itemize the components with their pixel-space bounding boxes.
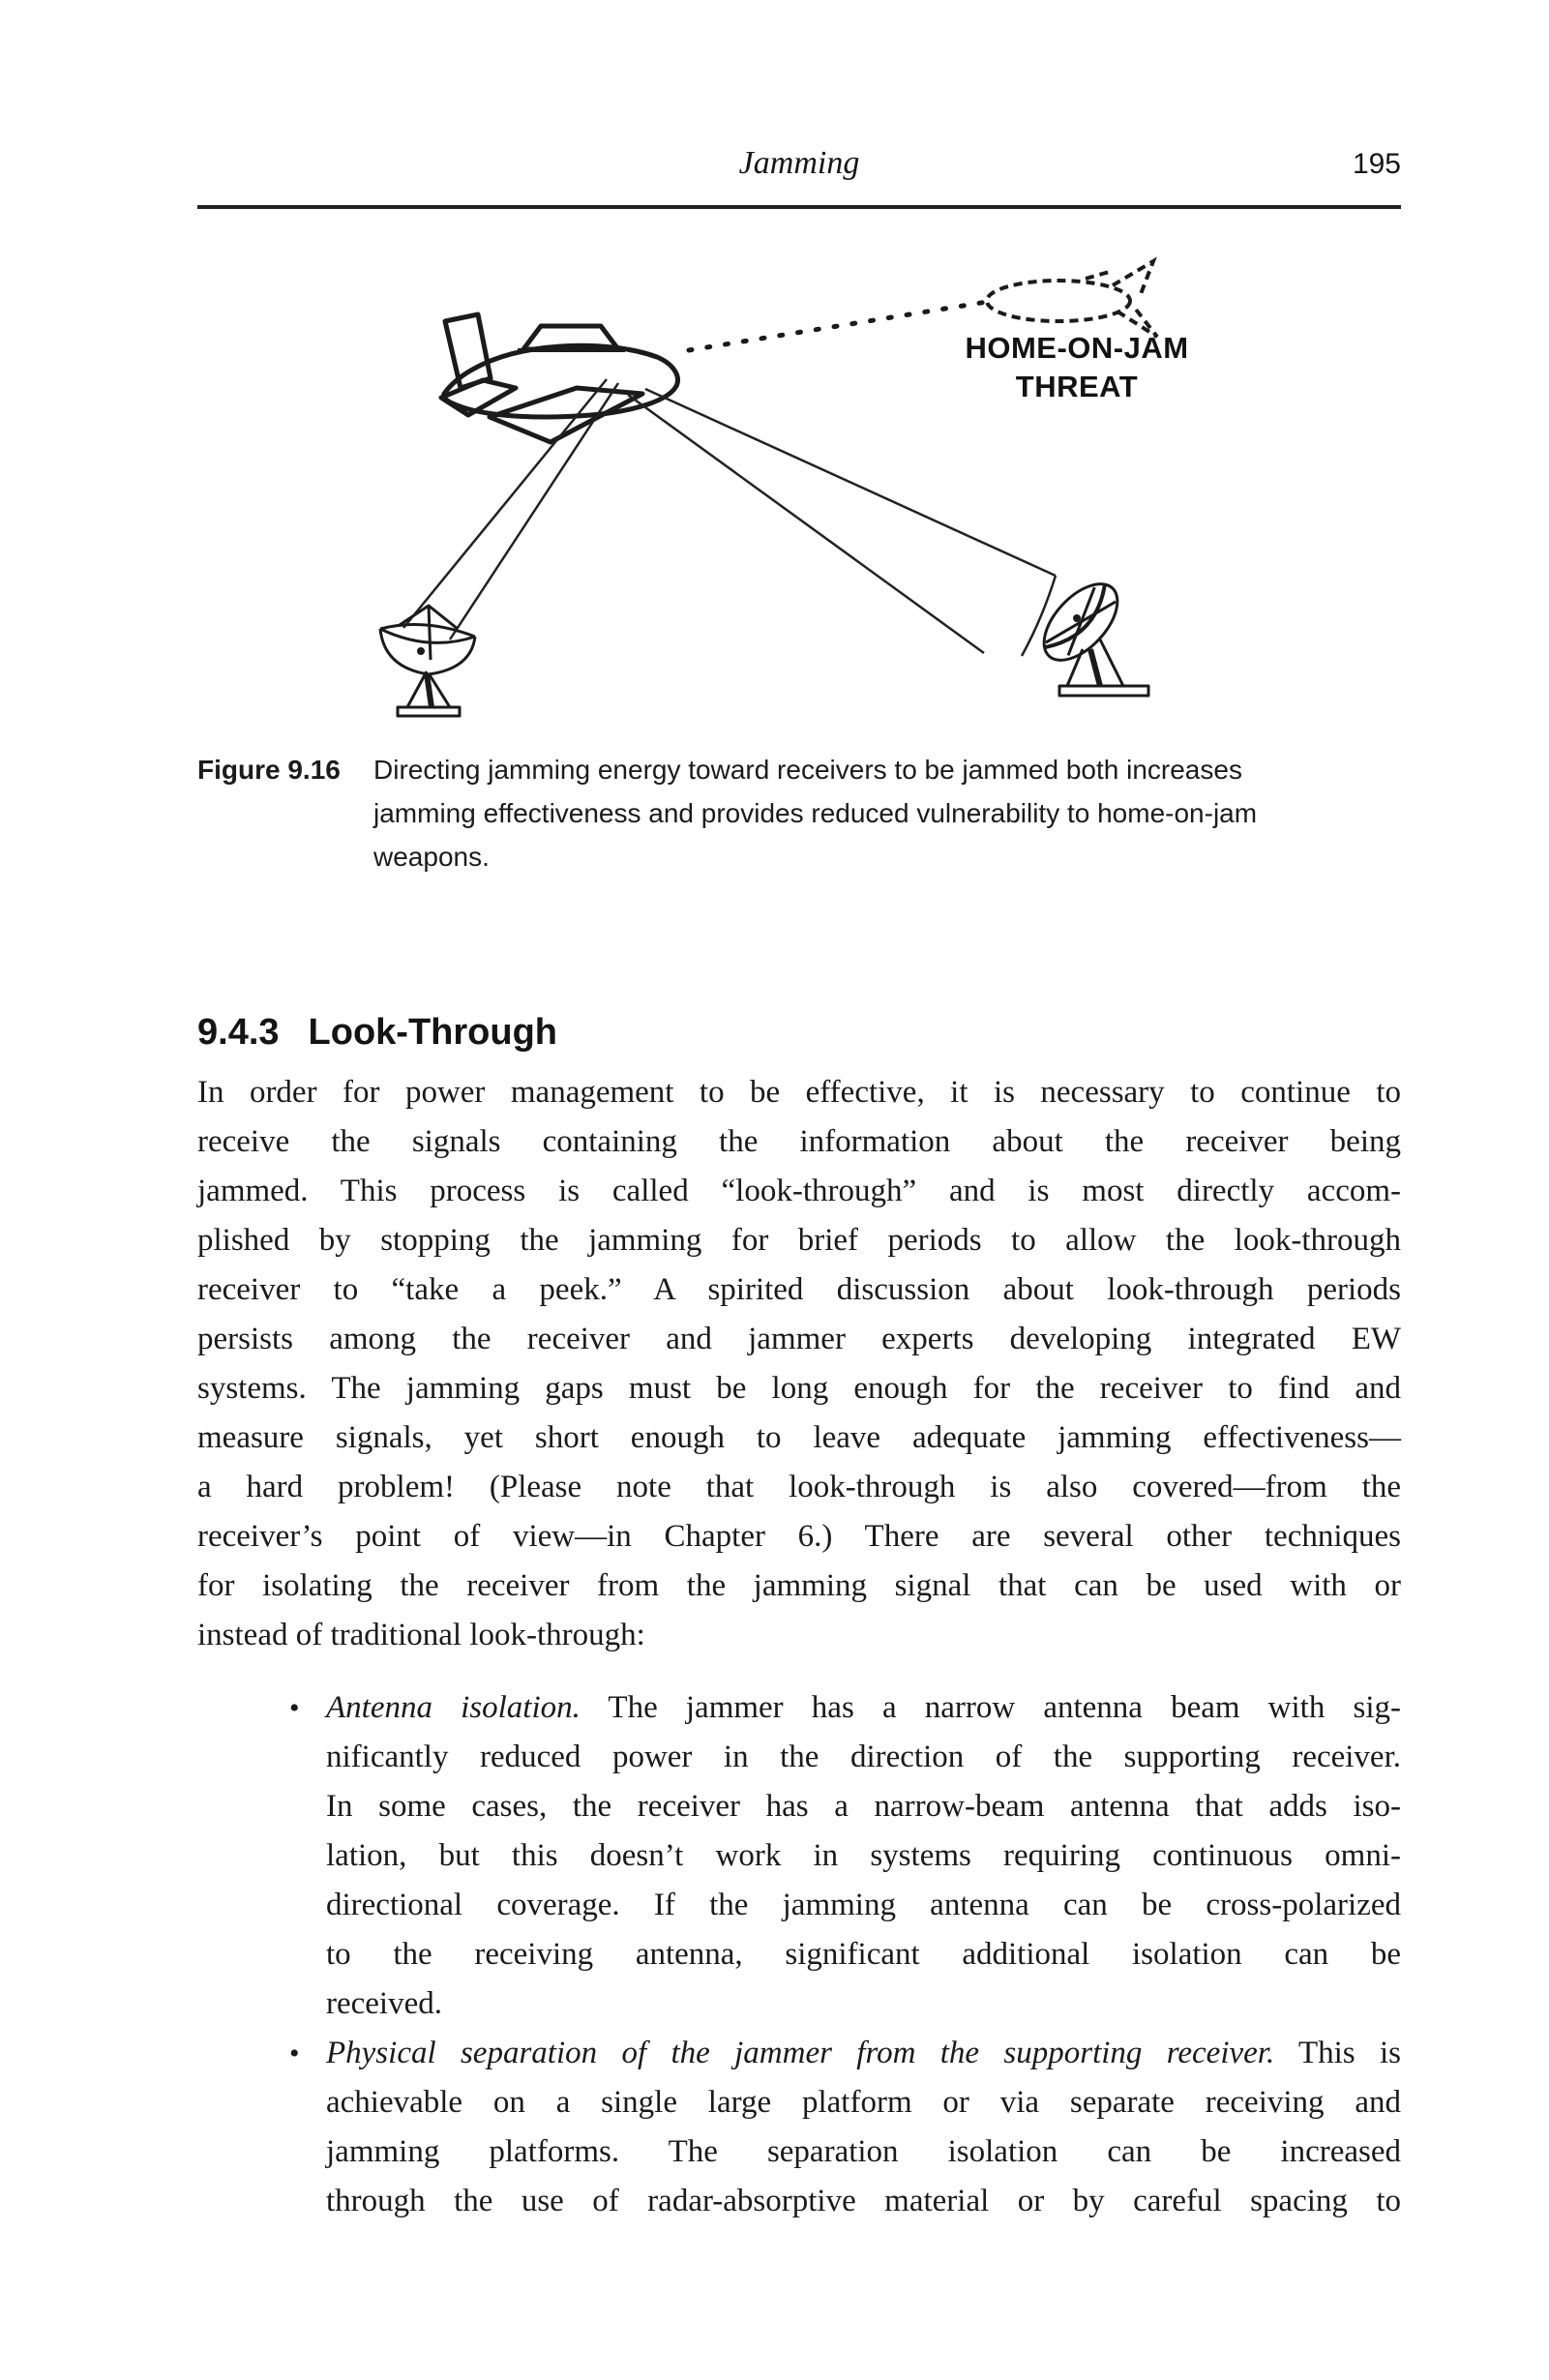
aircraft-icon (441, 314, 677, 442)
text-line: systems. The jamming gaps must be long enough for the receiver to find and (197, 1371, 1401, 1406)
jamming-beam-left (403, 379, 618, 640)
dish-antenna-right-icon (1030, 571, 1148, 696)
figure-caption-label: Figure 9.16 (197, 755, 341, 785)
text-line: to the receiving antenna, significant additional isolation can be (326, 1937, 1401, 1972)
bullet-first-line-rest: This is (1274, 2036, 1401, 2070)
text-line: lation, but this doesn’t work in systems requiring continuous omni- (326, 1838, 1401, 1873)
bullet-item-antenna-isolation (197, 1683, 1401, 2029)
threat-label-line1: HOME-ON-JAM (965, 331, 1189, 365)
bullet-list (197, 1683, 1401, 2226)
text-line: through the use of radar-absorptive material or by careful spacing to (326, 2184, 1401, 2218)
text-line: directional coverage. If the jamming antenna can be cross-polarized (326, 1888, 1401, 1922)
text-line (326, 1683, 1401, 1733)
text-line: received. (326, 1986, 442, 2021)
bullet-first-line-rest: The jammer has a narrow antenna beam with sig- (580, 1690, 1401, 1725)
text-line: Directing jamming energy toward receivers to be jammed both increases (373, 755, 1242, 785)
text-line: instead of traditional look-through: (197, 1618, 645, 1652)
bullet-body-lines (326, 1733, 1401, 2029)
text-line: nificantly reduced power in the direction of the supporting receiver. (326, 1740, 1401, 1774)
missile-icon (987, 261, 1157, 337)
running-header (197, 145, 1401, 193)
bullet-marker: • (289, 1692, 300, 1724)
text-line: In order for power management to be effective, it is necessary to continue to (197, 1075, 1401, 1110)
figure-9-16-graphic (368, 250, 1219, 733)
section-number: 9.4.3 (197, 1012, 280, 1053)
text-line (326, 2029, 1401, 2078)
running-title: Jamming (738, 145, 860, 181)
text-line: a hard problem! (Please note that look-through is also covered—from the (197, 1470, 1401, 1504)
threat-label-line2: THREAT (1015, 370, 1139, 403)
text-line: jamming effectiveness and provides reduced vulnerability to home-on-jam (373, 798, 1258, 828)
figure-caption-text (373, 748, 1407, 878)
header-rule (197, 205, 1401, 209)
text-line: receive the signals containing the information about the receiver being (197, 1124, 1401, 1159)
text-line: receiver’s point of view—in Chapter 6.) There are several other techniques (197, 1519, 1401, 1554)
text-line: jamming platforms. The separation isolation can be increased (326, 2134, 1401, 2169)
text-line: receiver to “take a peek.” A spirited discussion about look-through periods (197, 1272, 1401, 1307)
text-line: plished by stopping the jamming for brief periods to allow the look-through (197, 1223, 1401, 1258)
bullet-marker: • (289, 2038, 300, 2069)
text-line: measure signals, yet short enough to leave adequate jamming effectiveness— (197, 1420, 1401, 1455)
text-line: persists among the receiver and jammer experts developing integrated EW (197, 1322, 1401, 1356)
page-number: 195 (1352, 148, 1401, 180)
dotted-track-line (689, 302, 987, 350)
section-heading (197, 1012, 557, 1054)
text-line: weapons. (373, 842, 490, 872)
text-line: In some cases, the receiver has a narrow-beam antenna that adds iso- (326, 1789, 1401, 1824)
body-paragraph (197, 1068, 1401, 1660)
bullet-lead-italic: Physical separation of the jammer from the supporting receiver. (326, 2036, 1275, 2070)
text-line: for isolating the receiver from the jamming signal that can be used with or (197, 1568, 1401, 1603)
text-line: achievable on a single large platform or via separate receiving and (326, 2085, 1401, 2120)
figure-caption (197, 748, 1407, 878)
bullet-body-lines (326, 2078, 1401, 2226)
bullet-item-physical-separation (197, 2029, 1401, 2226)
jamming-beam-right (628, 389, 1056, 656)
bullet-lead-italic: Antenna isolation. (326, 1690, 581, 1725)
section-title: Look-Through (308, 1012, 558, 1053)
text-line: jammed. This process is called “look-through” and is most directly accom- (197, 1174, 1401, 1208)
